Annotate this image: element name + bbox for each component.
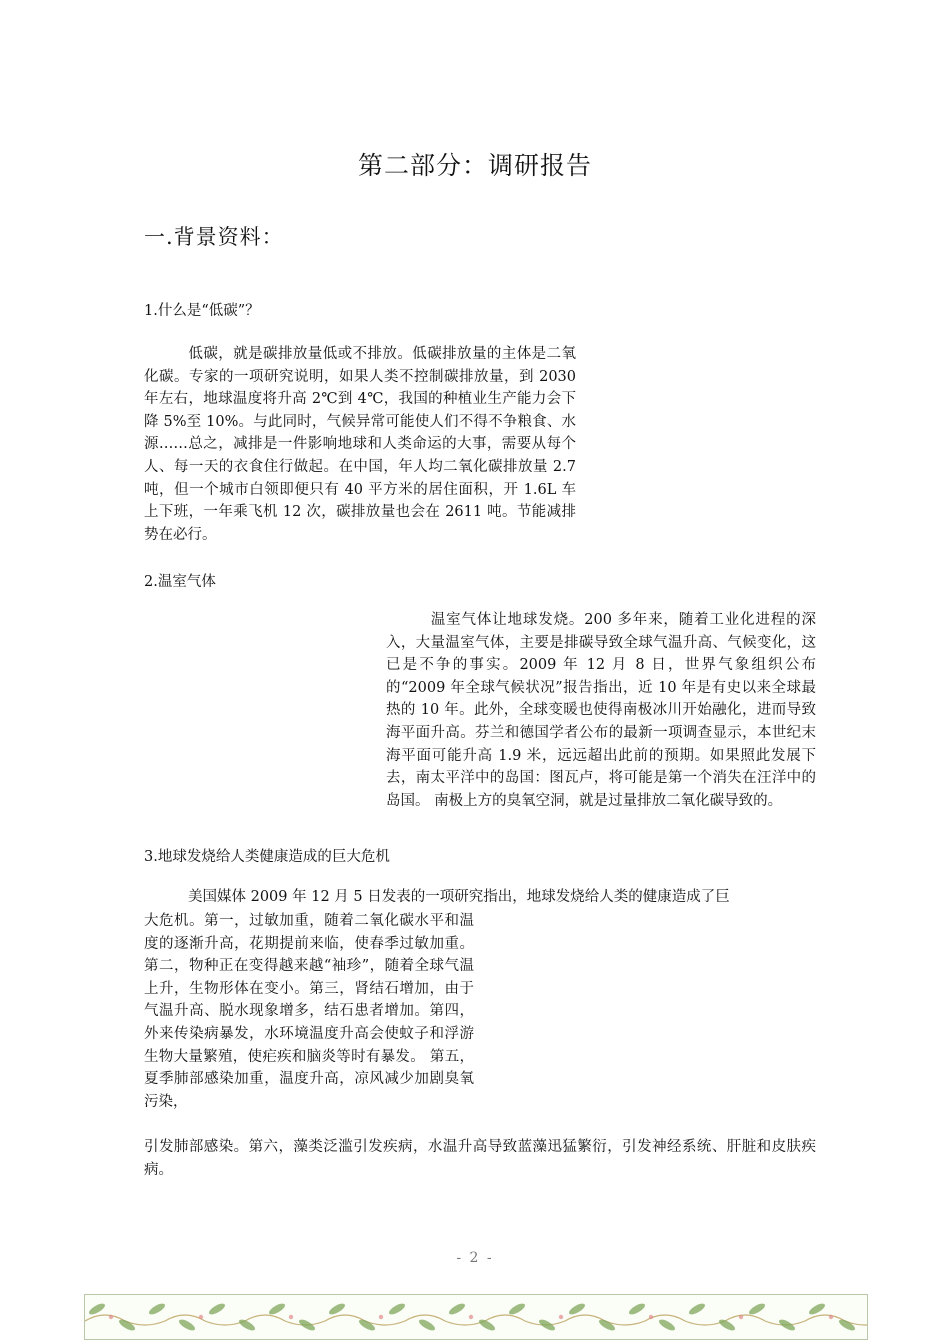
paragraph-low-carbon-text: 低碳，就是碳排放量低或不排放。低碳排放量的主体是二氧化碳。专家的一项研究说明，如果人类不控制碳排放量，到 2030 年左右，地球温度将升高 2℃到 4℃，我国的种植业生产能力会下降 5%至 10%。与此同时，气候异常可能使人们不得不争粮食、水源……总之，减排是一件影响地球和人类命运的大事，需要从每个人、每一天的衣食住行做起。在中国，年人均二氧化碳排放量 2.7 吨，但一个城市白领即便只有 40 平方米的居住面积，开 1.6L 车上下班，一年乘飞机 12 次，碳排放量也会在 2611 吨。节能减排势在必行。 [144, 346, 576, 543]
berry-icon [739, 1315, 743, 1319]
leaf-icon [657, 1317, 676, 1332]
leaf-icon [837, 1317, 856, 1332]
page-number: - 2 - [456, 1250, 494, 1266]
footer-leaf-border [84, 1294, 868, 1340]
leaf-icon [207, 1301, 226, 1316]
berry-icon [379, 1315, 383, 1319]
paragraph-health-crisis-narrow: 大危机。第一，过敏加重，随着二氧化碳水平和温度的逐渐升高，花期提前来临，使春季过敏加重。第二，物种正在变得越来越“袖珍”，随着全球气温上升，生物形体在变小。第三，肾结石增加，由于气温升高、脱水现象增多，结石患者增加。第四，外来传染病暴发，水环境温度升高会使蚊子和浮游生物大量繁殖，使疟疾和脑炎等时有暴发。 第五，夏季肺部感染加重，温度升高，凉风减少加剧臭氧污染， [144, 913, 474, 1110]
paragraph-health-crisis-wide: 引发肺部感染。第六，藻类泛滥引发疾病，水温升高导致蓝藻迅猛繁衍，引发神经系统、肝脏和皮肤疾病。 [144, 1139, 816, 1178]
leaf-icon [597, 1317, 616, 1332]
berry-icon [289, 1315, 293, 1319]
leaf-icon [117, 1317, 136, 1332]
leaf-vine-border-decoration-icon [85, 1295, 867, 1339]
berry-icon [649, 1315, 653, 1319]
section-heading-background: 一.背景资料： [144, 225, 284, 249]
leaf-icon [747, 1301, 766, 1316]
leaf-icon [87, 1301, 106, 1316]
leaf-icon [507, 1301, 526, 1316]
leaf-icon [447, 1301, 466, 1316]
paragraph-low-carbon [144, 343, 576, 546]
leaf-icon [267, 1301, 286, 1316]
berry-icon [109, 1315, 113, 1319]
berry-icon [829, 1315, 833, 1319]
subsection-heading-greenhouse-gas: 2.温室气体 [144, 574, 216, 590]
paragraph-health-crisis-first-line [144, 886, 816, 909]
leaf-icon [327, 1301, 346, 1316]
subsection-heading-health-crisis: 3.地球发烧给人类健康造成的巨大危机 [144, 849, 390, 865]
paragraph-greenhouse-gas [386, 609, 816, 812]
leaf-icon [357, 1317, 376, 1332]
leaf-icon [567, 1301, 586, 1316]
leaf-icon [387, 1301, 406, 1316]
paragraph-greenhouse-gas-text: 温室气体让地球发烧。200 多年来，随着工业化进程的深入，大量温室气体，主要是排碳导致全球气温升高、气候变化，这已是不争的事实。2009 年 12 月 8 日，世界气象组织公布的“2009 年全球气候状况”报告指出，近 10 年是有史以来全球最热的 10 年。此外，全球变暖也使得南极冰川开始融化，进而导致海平面升高。芬兰和德国学者公布的最新一项调查显示，本世纪末海平面可能升高 1.9 米，远远超出此前的预期。如果照此发展下去，南太平洋中的岛国：图瓦卢，将可能是第一个消失在汪洋中的岛国。 南极上方的臭氧空洞，就是过量排放二氧化碳导致的。 [386, 612, 816, 809]
leaf-icon [177, 1317, 196, 1332]
leaf-icon [147, 1301, 166, 1316]
subsection-heading-low-carbon: 1.什么是“低碳”？ [144, 303, 260, 319]
leaf-icon [417, 1317, 436, 1332]
leaf-icon [807, 1301, 826, 1316]
leaf-icon [627, 1301, 646, 1316]
berry-icon [469, 1315, 473, 1319]
berry-icon [559, 1315, 563, 1319]
berry-icon [199, 1315, 203, 1319]
leaf-icon [687, 1301, 706, 1316]
page-title: 第二部分：调研报告 [357, 151, 592, 180]
paragraph-health-crisis-first-line-text: 美国媒体 2009 年 12 月 5 日发表的一项研究指出，地球发烧给人类的健康造成了巨 [188, 889, 730, 905]
